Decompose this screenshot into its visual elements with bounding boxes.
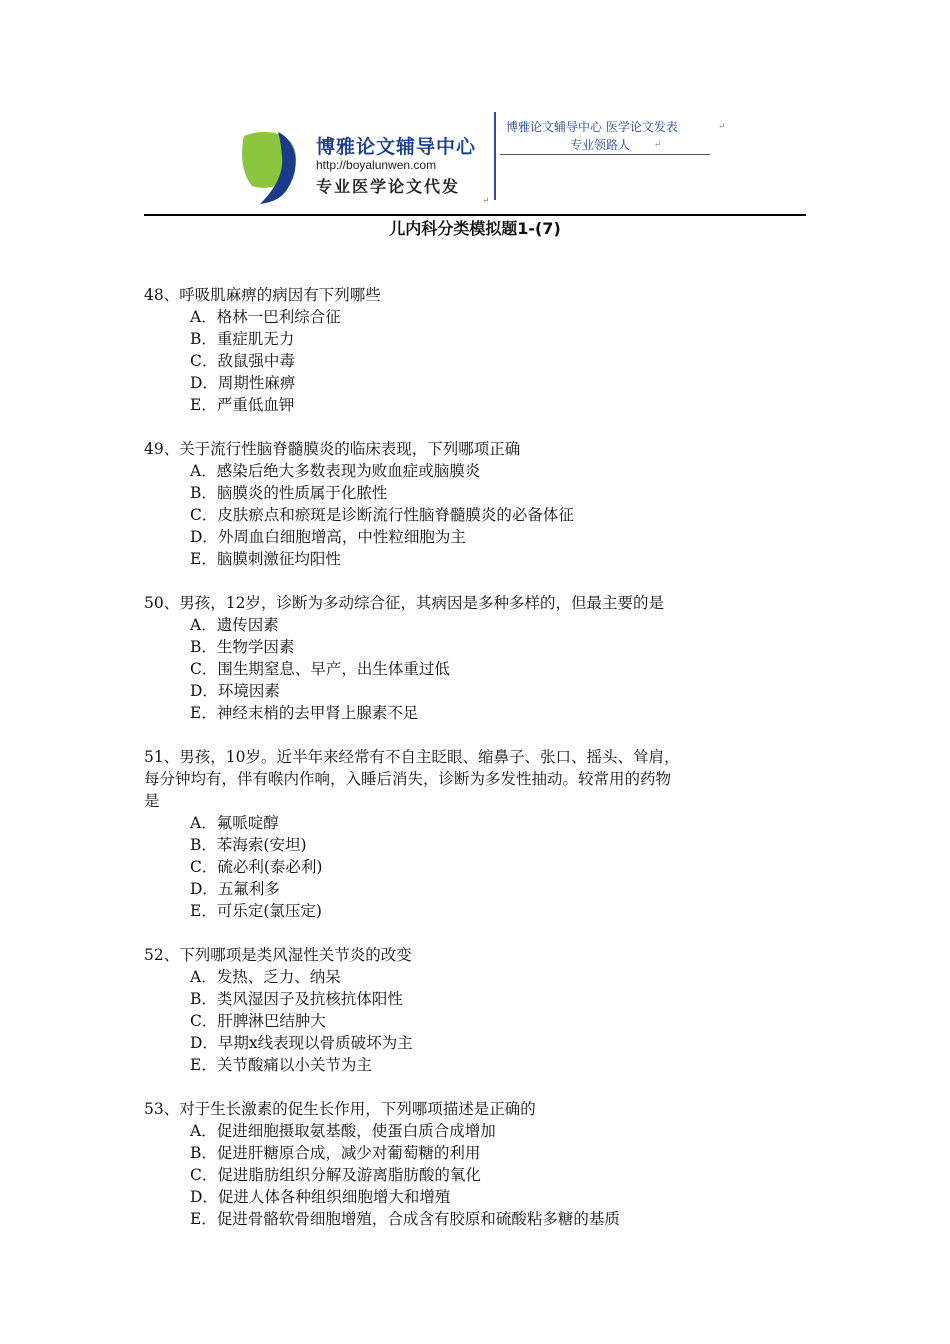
question-list (144, 284, 808, 1252)
answer-option: D．周期性麻痹 (190, 374, 296, 392)
question-stem: 52、下列哪项是类风湿性关节炎的改变 (144, 946, 412, 964)
answer-option: A．发热、乏力、纳呆 (190, 968, 341, 986)
answer-option: A．格林一巴利综合征 (190, 308, 341, 326)
answer-option: D．环境因素 (190, 682, 280, 700)
answer-option: C．皮肤瘀点和瘀斑是诊断流行性脑脊髓膜炎的必备体征 (190, 506, 574, 524)
answer-option: D．促进人体各种组织细胞增大和增殖 (190, 1188, 451, 1206)
answer-option: A．氟哌啶醇 (190, 814, 279, 832)
answer-option: C．肝脾淋巴结肿大 (190, 1012, 326, 1030)
answer-option: B．脑膜炎的性质属于化脓性 (190, 484, 388, 502)
brand-url: http://boyalunwen.com (316, 158, 437, 172)
answer-option: E．可乐定(氯压定) (190, 902, 322, 920)
answer-option: C．围生期窒息、早产，出生体重过低 (190, 660, 450, 678)
header-tagline: 博雅论文辅导中心 医学论文发表 (506, 120, 678, 134)
header-rule (144, 214, 806, 216)
answer-option: A．遗传因素 (190, 616, 279, 634)
answer-option: E．严重低血钾 (190, 396, 295, 414)
question-item (144, 284, 808, 416)
answer-option: A．感染后绝大多数表现为败血症或脑膜炎 (190, 462, 481, 480)
question-stem: 51、男孩，10岁。近半年来经常有不自主眨眼、缩鼻子、张口、摇头、耸肩， 每分钟均有，伴有喉内作响，入睡后消失，诊断为多发性抽动。较常用的药物 是 (144, 748, 680, 810)
paragraph-mark-icon: ↵ (718, 122, 726, 132)
answer-option: D．五氟利多 (190, 880, 280, 898)
paragraph-mark-icon: ↵ (482, 196, 490, 206)
question-item (144, 592, 808, 724)
answer-option: B．促进肝糖原合成，减少对葡萄糖的利用 (190, 1144, 481, 1162)
answer-option: A．促进细胞摄取氨基酸，使蛋白质合成增加 (190, 1122, 496, 1140)
answer-option: B．重症肌无力 (190, 330, 295, 348)
answer-option: B．类风湿因子及抗核抗体阳性 (190, 990, 403, 1008)
answer-option: B．生物学因素 (190, 638, 295, 656)
question-item (144, 1098, 808, 1230)
tagline-rule (500, 154, 710, 155)
header-divider (494, 112, 496, 200)
question-stem: 48、呼吸肌麻痹的病因有下列哪些 (144, 286, 381, 304)
answer-option: E．关节酸痛以小关节为主 (190, 1056, 372, 1074)
paragraph-mark-icon: ↵ (654, 140, 662, 150)
question-stem: 49、关于流行性脑脊髓膜炎的临床表现，下列哪项正确 (144, 440, 521, 458)
answer-option: E．促进骨骼软骨细胞增殖，合成含有胶原和硫酸粘多糖的基质 (190, 1210, 620, 1228)
answer-option: E．脑膜刺激征均阳性 (190, 550, 341, 568)
leaf-logo-icon (238, 126, 304, 204)
answer-option: D．外周血白细胞增高，中性粒细胞为主 (190, 528, 466, 546)
answer-option: C．促进脂肪组织分解及游离脂肪酸的氧化 (190, 1166, 481, 1184)
answer-option: D．早期x线表现以骨质破坏为主 (190, 1034, 413, 1052)
question-stem: 50、男孩，12岁，诊断为多动综合征，其病因是多种多样的，但最主要的是 (144, 594, 664, 612)
header-tagline-sub: 专业领路人 (570, 138, 631, 152)
answer-option: B．苯海索(安坦) (190, 836, 307, 854)
question-item (144, 944, 808, 1076)
question-item (144, 746, 808, 922)
page-title: 儿内科分类模拟题1-(7) (389, 219, 561, 238)
question-stem: 53、对于生长激素的促生长作用，下列哪项描述是正确的 (144, 1100, 536, 1118)
header-banner (238, 108, 726, 206)
answer-option: C．硫必利(泰必利) (190, 858, 323, 876)
brand-name: 博雅论文辅导中心 (316, 136, 477, 158)
answer-option: C．敌鼠强中毒 (190, 352, 295, 370)
brand-slogan: 专业医学论文代发 (316, 177, 461, 196)
answer-option: E．神经末梢的去甲肾上腺素不足 (190, 704, 419, 722)
question-item (144, 438, 808, 570)
